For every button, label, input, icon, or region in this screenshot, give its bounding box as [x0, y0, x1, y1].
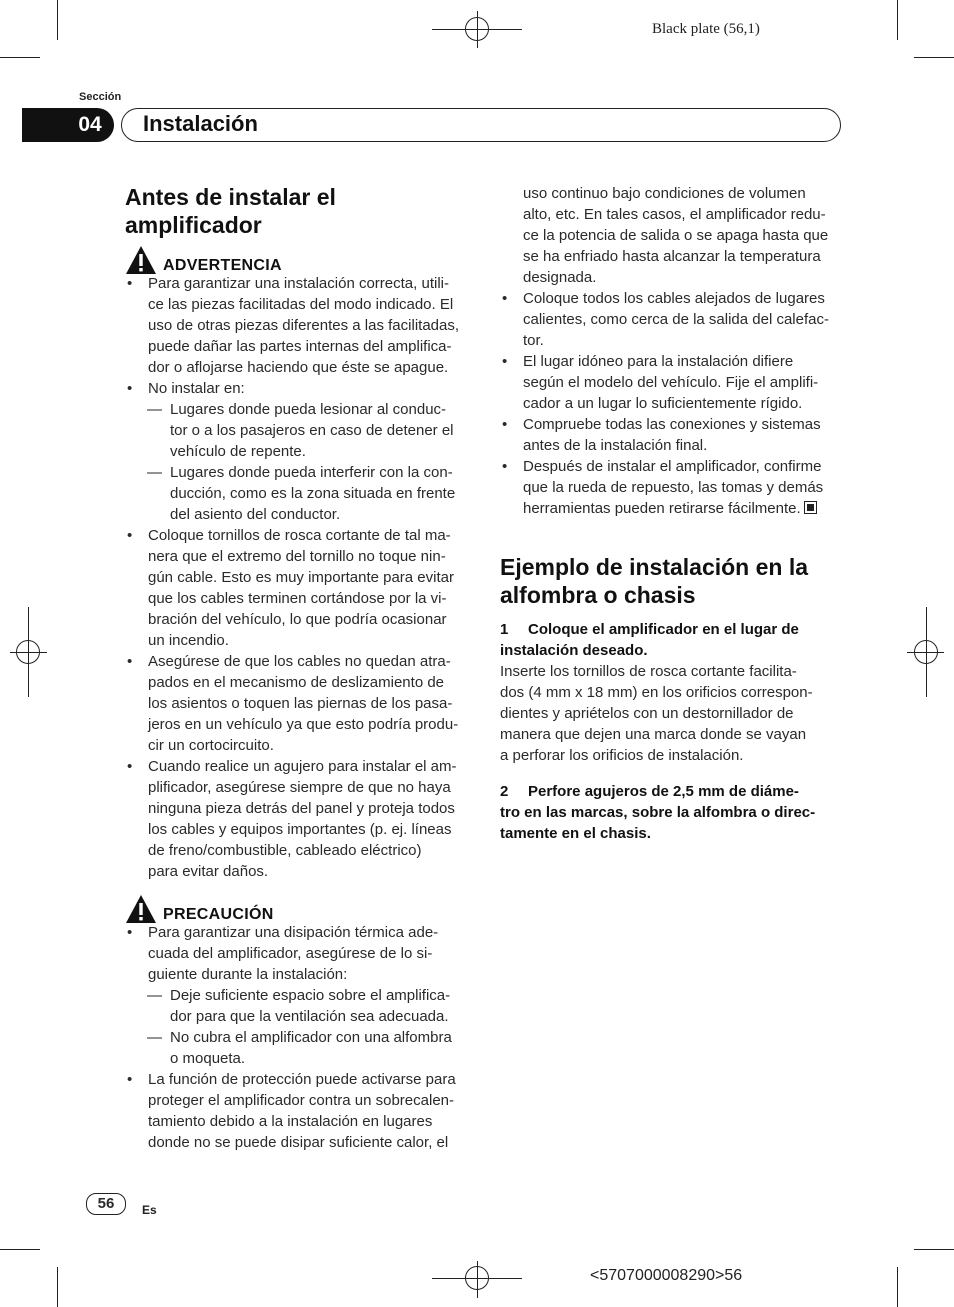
page-number: 56 — [86, 1193, 126, 1215]
caution-bullet — [125, 922, 470, 985]
text-line: tro en las marcas, sobre la alfombra o direc- — [500, 804, 816, 821]
text-line: los cables y equipos importantes (p. ej. líneas — [148, 821, 452, 838]
text-line: uso continuo bajo condiciones de volumen — [523, 185, 806, 202]
text-line: guiente durante la instalación: — [148, 966, 348, 983]
warning-header — [125, 247, 470, 273]
registration-target-icon — [16, 640, 40, 664]
text-line: tor. — [523, 332, 544, 349]
warning-bullet — [125, 378, 470, 399]
text-line: según el modelo del vehículo. Fije el amplifi- — [523, 374, 819, 391]
step-number: 2 — [500, 783, 509, 800]
heading-installation-example: Ejemplo de instalación en la alfombra o chasis — [500, 554, 809, 608]
text-line: • Para garantizar una instalación correcta, utili- — [148, 275, 449, 292]
text-line: ce la potencia de salida o se apaga hasta que — [523, 227, 829, 244]
step-1-body — [500, 661, 845, 766]
warning-triangle-icon — [125, 245, 157, 275]
warning-dash-item — [125, 399, 470, 462]
text-line: • Cuando realice un agujero para instalar el am- — [148, 758, 457, 775]
step-number: 1 — [500, 621, 509, 638]
text-line: bración del vehículo, lo que podría ocasionar — [148, 611, 447, 628]
text-span: Coloque el amplificador en el lugar de — [528, 621, 799, 638]
text-span: herramientas pueden retirarse fácilmente. — [523, 500, 801, 517]
text-line: alto, etc. En tales casos, el amplificador redu- — [523, 206, 826, 223]
crop-mark — [57, 0, 58, 40]
text-line: — Lugares donde pueda lesionar al conduc- — [170, 401, 447, 418]
text-line: antes de la instalación final. — [523, 437, 708, 454]
section-number: 04 — [78, 113, 102, 136]
crop-mark — [897, 0, 898, 40]
left-column — [125, 183, 470, 1153]
step-2-title — [500, 781, 845, 844]
text-line: • Para garantizar una disipación térmica ade- — [148, 924, 439, 941]
caution-dash-item — [125, 1027, 470, 1069]
text-line: instalación deseado. — [500, 642, 648, 659]
text-line: plificador, asegúrese siempre de que no haya — [148, 779, 451, 796]
caution-bullet — [500, 288, 845, 351]
text-line — [523, 498, 845, 519]
warning-bullet — [125, 525, 470, 651]
warning-bullet — [125, 273, 470, 378]
crop-mark — [914, 1249, 954, 1250]
continued-text — [500, 183, 845, 288]
caution-bullet — [500, 414, 845, 456]
text-line: uso de otras piezas diferentes a las facilitadas, — [148, 317, 460, 334]
caution-triangle-icon — [125, 894, 157, 924]
text-line: • Compruebe todas las conexiones y sistemas — [523, 416, 821, 433]
text-line: • No instalar en: — [148, 380, 245, 397]
text-line: cir un cortocircuito. — [148, 737, 274, 754]
text-line: — Lugares donde pueda interferir con la con- — [170, 464, 453, 481]
warning-dash-item — [125, 462, 470, 525]
text-line: cador a un lugar lo suficientemente rígido. — [523, 395, 803, 412]
text-line: ducción, como es la zona situada en frente — [170, 485, 456, 502]
text-line: tamente en el chasis. — [500, 825, 651, 842]
caution-title: PRECAUCIÓN — [163, 906, 274, 923]
text-line: jeros en un vehículo ya que esto podría produ- — [148, 716, 459, 733]
text-line: • El lugar idóneo para la instalación difiere — [523, 353, 794, 370]
text-line: vehículo de repente. — [170, 443, 306, 460]
text-line: o moqueta. — [170, 1050, 246, 1067]
text-line: tamiento debido a la instalación en lugares — [148, 1113, 433, 1130]
caution-header — [125, 896, 470, 922]
text-line: para evitar daños. — [148, 863, 269, 880]
language-label: Es — [142, 1203, 157, 1217]
section-number-badge — [22, 108, 114, 142]
text-line: se ha enfriado hasta alcanzar la temperatura — [523, 248, 821, 265]
warning-bullet — [125, 756, 470, 882]
text-line: a perforar los orificios de instalación. — [500, 747, 744, 764]
text-line: • Después de instalar el amplificador, confirme — [523, 458, 822, 475]
text-line: dientes y apriételos con un destornillador de — [500, 705, 794, 722]
right-column — [500, 183, 845, 844]
text-line: • La función de protección puede activarse para — [148, 1071, 456, 1088]
step-1-title — [500, 619, 845, 661]
crop-mark — [57, 1267, 58, 1307]
text-line: gún cable. Esto es muy importante para evitar — [148, 569, 454, 586]
text-line: dor o aflojarse haciendo que éste se apague. — [148, 359, 449, 376]
caution-bullet — [500, 456, 845, 519]
text-line: que los cables terminen cortándose por la vi- — [148, 590, 447, 607]
crop-mark — [897, 1267, 898, 1307]
text-line: dos (4 mm x 18 mm) en los orificios correspon- — [500, 684, 813, 701]
registration-target-icon — [465, 1266, 489, 1290]
text-line: cuada del amplificador, asegúrese de lo si- — [148, 945, 433, 962]
text-line: — No cubra el amplificador con una alfombra — [170, 1029, 452, 1046]
text-span: Perfore agujeros de 2,5 mm de diáme- — [528, 783, 799, 800]
document-code: <5707000008290>56 — [590, 1267, 743, 1284]
registration-target-icon — [914, 640, 938, 664]
text-line: proteger el amplificador contra un sobrecalen- — [148, 1092, 454, 1109]
heading-before-install: Antes de instalar el amplificador — [125, 184, 336, 238]
caution-dash-item — [125, 985, 470, 1027]
plate-label: Black plate (56,1) — [652, 21, 760, 37]
text-line: pados en el mecanismo de deslizamiento de — [148, 674, 445, 691]
text-line: Inserte los tornillos de rosca cortante facilita- — [500, 663, 797, 680]
crop-mark — [0, 1249, 40, 1250]
text-line: manera que dejen una marca donde se vayan — [500, 726, 807, 743]
text-line: calientes, como cerca de la salida del calefac- — [523, 311, 829, 328]
warning-bullet — [125, 651, 470, 756]
caution-bullet — [500, 351, 845, 414]
caution-bullet — [125, 1069, 470, 1153]
text-line: de freno/combustible, cableado eléctrico) — [148, 842, 422, 859]
crop-mark — [0, 57, 40, 58]
text-line: ninguna pieza detrás del panel y proteja todos — [148, 800, 455, 817]
text-line: nera que el extremo del tornillo no toque nin- — [148, 548, 446, 565]
section-title: Instalación — [143, 111, 258, 136]
text-line: que la rueda de repuesto, las tomas y demás — [523, 479, 824, 496]
text-line: dor para que la ventilación sea adecuada. — [170, 1008, 449, 1025]
section-label: Sección — [79, 91, 122, 103]
text-line: • Asegúrese de que los cables no quedan atra- — [148, 653, 451, 670]
text-line: • Coloque todos los cables alejados de lugares — [523, 290, 825, 307]
text-line: los asientos o toquen las piernas de los pasa- — [148, 695, 453, 712]
registration-target-icon — [465, 17, 489, 41]
text-line: — Deje suficiente espacio sobre el amplifica- — [170, 987, 451, 1004]
warning-title: ADVERTENCIA — [163, 257, 282, 274]
text-line: un incendio. — [148, 632, 229, 649]
end-of-section-icon — [804, 501, 817, 514]
text-line: tor o a los pasajeros en caso de detener el — [170, 422, 454, 439]
crop-mark — [914, 57, 954, 58]
text-line: puede dañar las partes internas del amplifica- — [148, 338, 452, 355]
text-line: designada. — [523, 269, 597, 286]
text-line: • Coloque tornillos de rosca cortante de tal ma- — [148, 527, 451, 544]
text-line: ce las piezas facilitadas del modo indicado. El — [148, 296, 454, 313]
text-line: del asiento del conductor. — [170, 506, 341, 523]
text-line: donde no se puede disipar suficiente calor, el — [148, 1134, 449, 1151]
